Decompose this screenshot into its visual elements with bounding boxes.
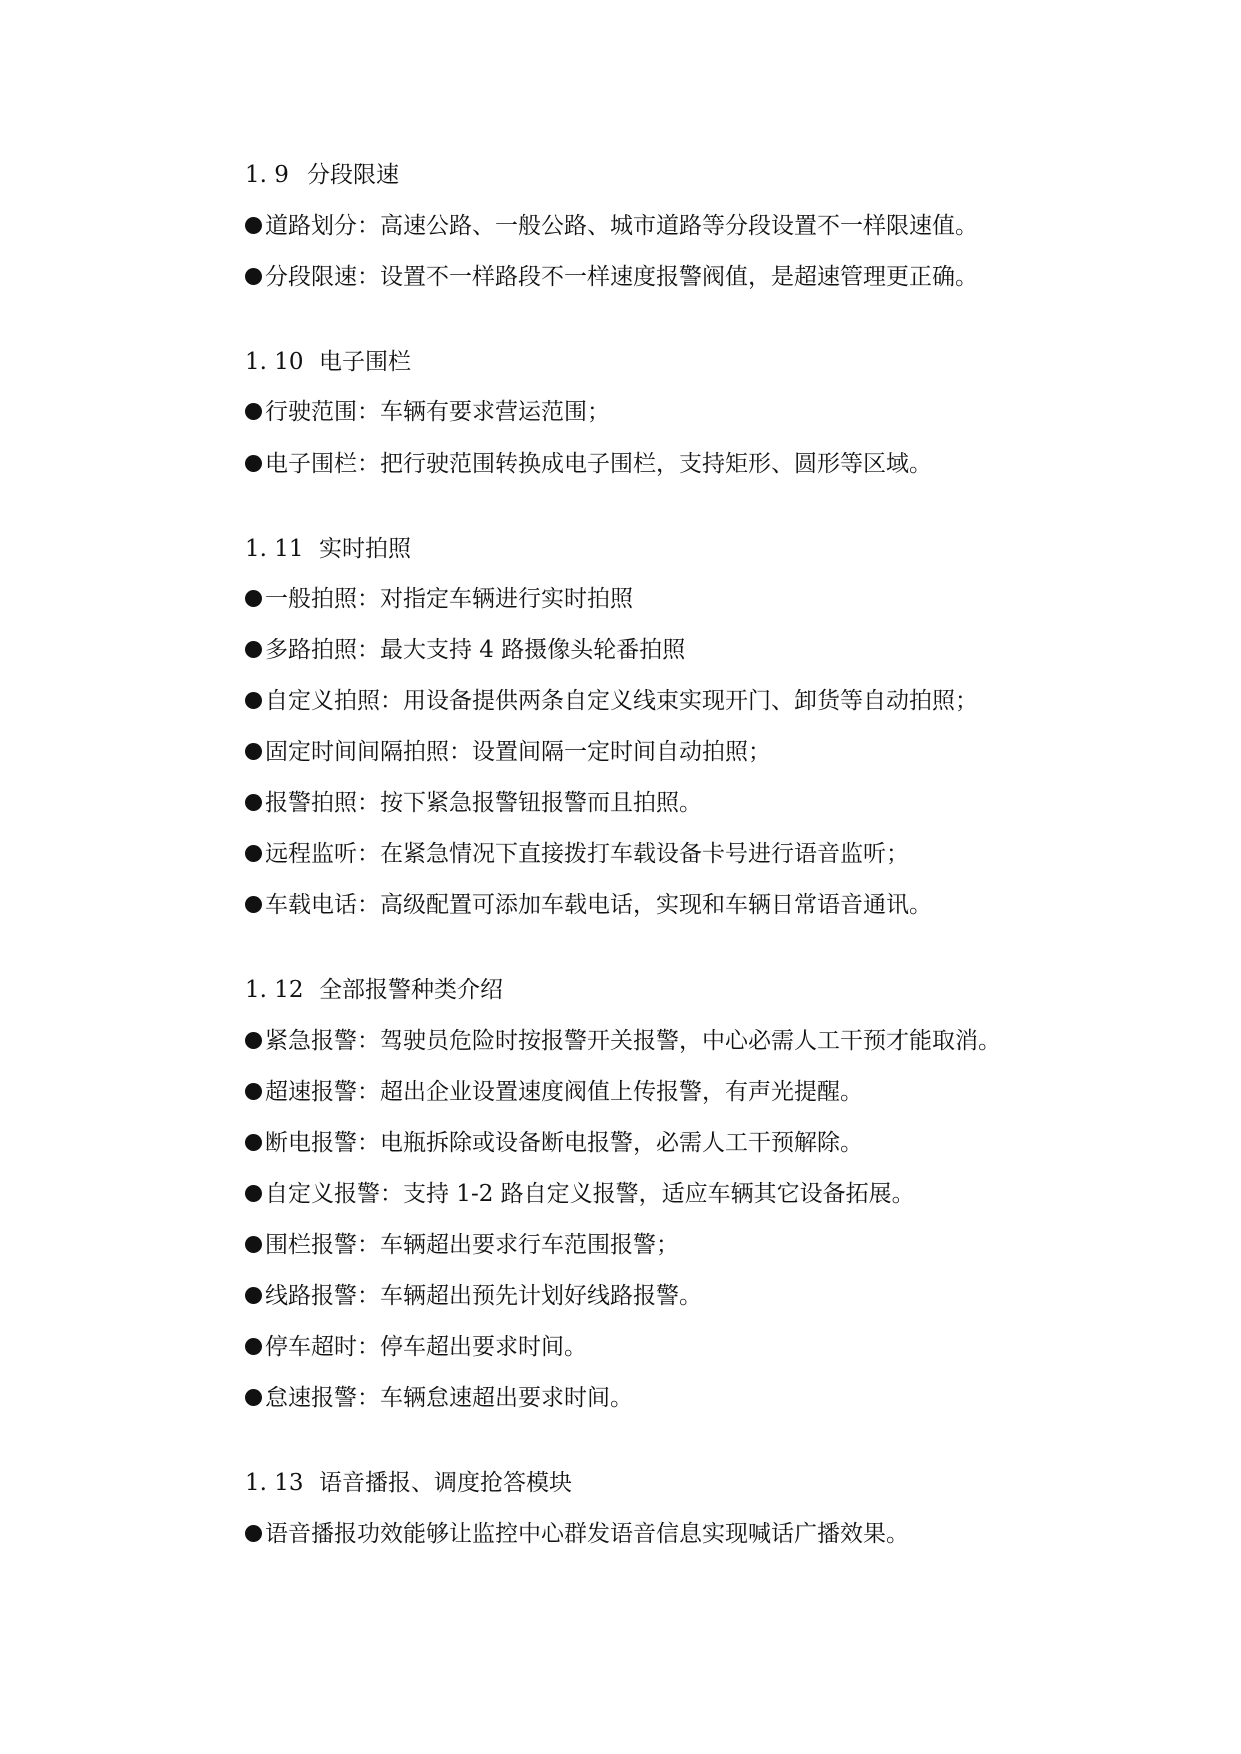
item-text: 在紧急情况下直接拨打车载设备卡号进行语音监听； [380,841,909,867]
item-text: 车辆超出要求行车范围报警； [380,1232,679,1258]
section-title: 电子围栏 [319,349,411,375]
bullet-icon [245,692,262,709]
list-item [245,1230,679,1260]
item-term: 分段限速： [265,264,380,290]
bullet-icon [245,845,262,862]
section-heading [245,347,411,377]
list-item [245,1281,702,1311]
section-number: 1. 11 [245,536,304,562]
list-item [245,262,978,292]
bullet-icon [245,1389,262,1406]
item-text: 车辆怠速超出要求时间。 [380,1385,633,1411]
list-item [245,686,978,716]
section-number: 1. 12 [245,977,304,1003]
bullet-icon [245,217,262,234]
bullet-icon [245,1032,262,1049]
item-text: 超出企业设置速度阀值上传报警，有声光提醒。 [380,1079,863,1105]
item-term: 报警拍照： [265,790,380,816]
item-term: 自定义报警： [265,1181,403,1207]
list-item [245,1077,863,1107]
section-heading [245,975,503,1005]
section-heading [245,1468,572,1498]
item-text: 设置间隔一定时间自动拍照； [472,739,771,765]
bullet-icon [245,1287,262,1304]
section-title: 分段限速 [307,162,399,188]
item-term: 远程监听： [265,841,380,867]
bullet-icon [245,1236,262,1253]
item-text: 电瓶拆除或设备断电报警，必需人工干预解除。 [380,1130,863,1156]
bullet-icon [245,641,262,658]
bullet-icon [245,1338,262,1355]
list-item [245,890,932,920]
bullet-icon [245,1185,262,1202]
item-text: 设置不一样路段不一样速度报警阀值，是超速管理更正确。 [380,264,978,290]
list-item [245,584,633,614]
section-number: 1. 13 [245,1470,304,1496]
list-item [245,1128,863,1158]
item-term: 固定时间间隔拍照： [265,739,472,765]
bullet-icon [245,896,262,913]
item-term: 围栏报警： [265,1232,380,1258]
item-term: 紧急报警： [265,1028,380,1054]
item-term: 电子围栏： [265,451,380,477]
section-title: 全部报警种类介绍 [319,977,503,1003]
section-heading [245,534,411,564]
item-text: 停车超出要求时间。 [380,1334,587,1360]
list-item [245,211,978,241]
item-text: 最大支持 4 路摄像头轮番拍照 [380,637,686,663]
item-term: 停车超时： [265,1334,380,1360]
list-item [245,1332,587,1362]
item-text: 把行驶范围转换成电子围栏，支持矩形、圆形等区域。 [380,451,932,477]
list-item [245,1383,633,1413]
list-item [245,839,909,869]
bullet-icon [245,743,262,760]
item-text: 车辆超出预先计划好线路报警。 [380,1283,702,1309]
item-term: 车载电话： [265,892,380,918]
bullet-icon [245,1083,262,1100]
bullet-icon [245,1134,262,1151]
bullet-icon [245,268,262,285]
item-term: 怠速报警： [265,1385,380,1411]
list-item [245,449,932,479]
item-text: 高级配置可添加车载电话，实现和车辆日常语音通讯。 [380,892,932,918]
item-text: 驾驶员危险时按报警开关报警，中心必需人工干预才能取消。 [380,1028,1001,1054]
item-text: 对指定车辆进行实时拍照 [380,586,633,612]
section-title: 实时拍照 [319,536,411,562]
item-text: 用设备提供两条自定义线束实现开门、卸货等自动拍照； [403,688,978,714]
item-term: 多路拍照： [265,637,380,663]
section-title: 语音播报、调度抢答模块 [319,1470,572,1496]
list-item [245,1179,915,1209]
item-text: 按下紧急报警钮报警而且拍照。 [380,790,702,816]
list-item [245,397,610,427]
list-item [245,737,771,767]
item-term: 一般拍照： [265,586,380,612]
item-term: 断电报警： [265,1130,380,1156]
item-term: 超速报警： [265,1079,380,1105]
list-item [245,635,685,665]
item-text: 车辆有要求营运范围； [380,399,610,425]
bullet-icon [245,1525,262,1542]
item-text: 语音播报功效能够让监控中心群发语音信息实现喊话广播效果。 [265,1521,909,1547]
bullet-icon [245,403,262,420]
section-number: 1. 10 [245,349,304,375]
bullet-icon [245,455,262,472]
section-heading [245,160,399,190]
item-term: 自定义拍照： [265,688,403,714]
section-number: 1. 9 [245,162,289,188]
bullet-icon [245,794,262,811]
item-term: 行驶范围： [265,399,380,425]
item-term: 线路报警： [265,1283,380,1309]
item-text: 高速公路、一般公路、城市道路等分段设置不一样限速值。 [380,213,978,239]
item-term: 道路划分： [265,213,380,239]
list-item [245,1519,909,1549]
bullet-icon [245,590,262,607]
item-text: 支持 1-2 路自定义报警，适应车辆其它设备拓展。 [403,1181,915,1207]
list-item [245,1026,1001,1056]
list-item [245,788,702,818]
